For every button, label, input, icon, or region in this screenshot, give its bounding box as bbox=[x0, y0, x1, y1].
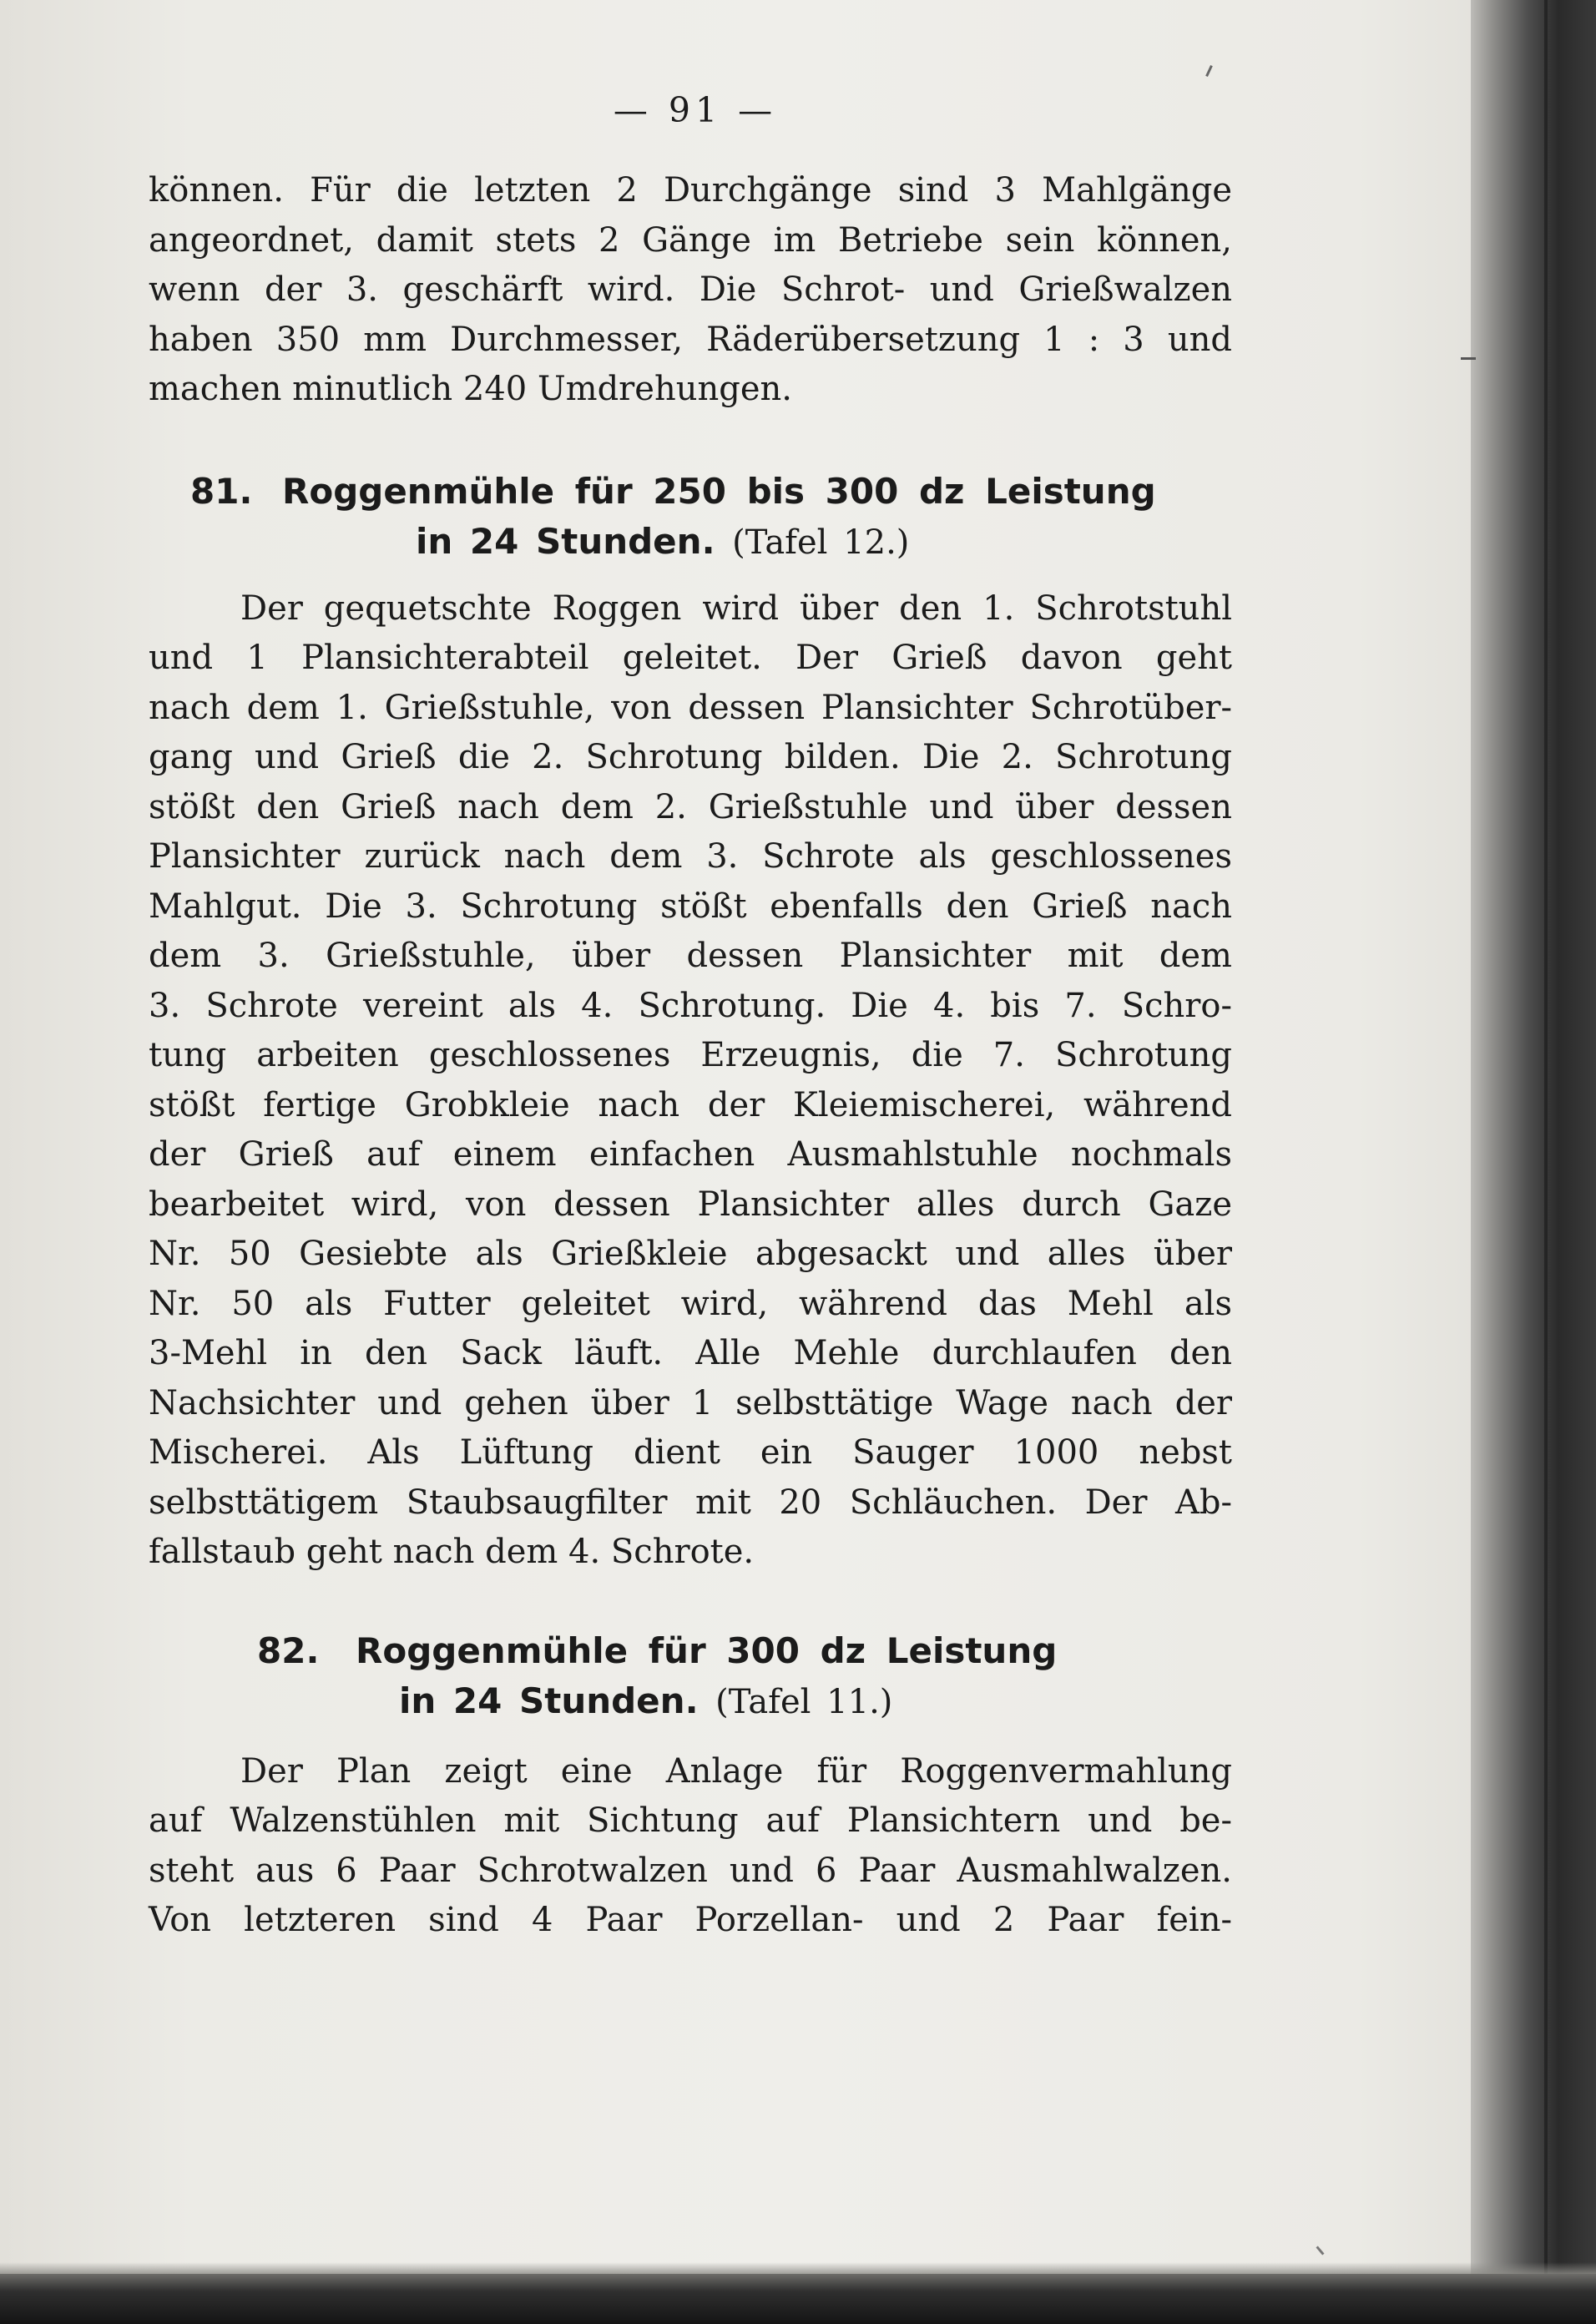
text-line: angeordnet, damit stets 2 Gänge im Betriebe sein können, bbox=[149, 220, 1232, 260]
book-spine-shadow bbox=[1471, 0, 1596, 2324]
text-line: Nr. 50 als Futter geleitet wird, während das Mehl als bbox=[149, 1284, 1232, 1323]
page-text-block bbox=[149, 90, 1232, 1946]
text-line: Der Plan zeigt eine Anlage für Roggenvermahlung bbox=[240, 1751, 1232, 1791]
section-title: Roggenmühle für 300 dz Leistung bbox=[356, 1629, 1058, 1671]
text-line: fallstaub geht nach dem 4. Schrote. bbox=[149, 1533, 755, 1572]
plate-reference: (Tafel 11.) bbox=[715, 1682, 893, 1721]
page-bottom-shadow bbox=[0, 2262, 1596, 2274]
speck-mark bbox=[1205, 65, 1213, 77]
page-number: — 91 — bbox=[613, 90, 778, 130]
section-82-heading bbox=[149, 1626, 1232, 1676]
text-line: machen minutlich 240 Umdrehungen. bbox=[149, 370, 793, 409]
text-line: nach dem 1. Grießstuhle, von dessen Plansichter Schrotüber- bbox=[149, 688, 1232, 727]
section-title-continued: in 24 Stunden. bbox=[416, 520, 715, 562]
section-81-paragraph bbox=[149, 584, 1232, 1578]
text-line: Mahlgut. Die 3. Schrotung stößt ebenfalls den Grieß nach bbox=[149, 887, 1232, 926]
section-81-heading-line2 bbox=[149, 517, 1232, 568]
text-line: Von letzteren sind 4 Paar Porzellan- und 2 Paar fein- bbox=[149, 1901, 1232, 1940]
text-line: Der gequetschte Roggen wird über den 1. Schrotstuhl bbox=[240, 589, 1232, 628]
section-81-heading bbox=[149, 467, 1232, 517]
book-spine-edge bbox=[1544, 0, 1548, 2324]
text-line: stößt fertige Grobkleie nach der Kleiemischerei, während bbox=[149, 1085, 1232, 1124]
text-line: Plansichter zurück nach dem 3. Schrote als geschlossenes bbox=[149, 837, 1232, 877]
margin-mark bbox=[1461, 357, 1476, 360]
section-number: 82. bbox=[257, 1629, 320, 1671]
scan-bottom-border bbox=[0, 2274, 1596, 2324]
text-line: können. Für die letzten 2 Durchgänge sind 3 Mahlgänge bbox=[149, 171, 1232, 210]
text-line: gang und Grieß die 2. Schrotung bilden. Die 2. Schrotung bbox=[149, 738, 1232, 777]
text-line: auf Walzenstühlen mit Sichtung auf Plansichtern und be- bbox=[149, 1801, 1232, 1841]
text-line: selbsttätigem Staubsaugfilter mit 20 Schläuchen. Der Ab- bbox=[149, 1483, 1232, 1522]
section-82-heading-line2 bbox=[149, 1676, 1232, 1727]
intro-paragraph bbox=[149, 166, 1232, 415]
text-line: haben 350 mm Durchmesser, Räderübersetzung 1 : 3 und bbox=[149, 320, 1232, 359]
section-82-paragraph bbox=[149, 1747, 1232, 1946]
text-line: tung arbeiten geschlossenes Erzeugnis, die 7. Schrotung bbox=[149, 1036, 1232, 1075]
text-line: wenn der 3. geschärft wird. Die Schrot- und Grießwalzen bbox=[149, 270, 1232, 310]
text-line: Nachsichter und gehen über 1 selbsttätige Wage nach der bbox=[149, 1383, 1232, 1422]
section-title: Roggenmühle für 250 bis 300 dz Leistung bbox=[282, 470, 1156, 512]
text-line: Mischerei. Als Lüftung dient ein Sauger 1000 nebst bbox=[149, 1433, 1232, 1473]
speck-mark bbox=[1316, 2246, 1324, 2255]
text-line: 3-Mehl in den Sack läuft. Alle Mehle durchlaufen den bbox=[149, 1334, 1232, 1373]
section-title-continued: in 24 Stunden. bbox=[399, 1680, 699, 1721]
text-line: bearbeitet wird, von dessen Plansichter alles durch Gaze bbox=[149, 1185, 1232, 1224]
text-line: der Grieß auf einem einfachen Ausmahlstuhle nochmals bbox=[149, 1135, 1232, 1175]
text-line: stößt den Grieß nach dem 2. Grießstuhle und über dessen bbox=[149, 787, 1232, 826]
text-line: dem 3. Grießstuhle, über dessen Plansichter mit dem bbox=[149, 937, 1232, 976]
text-line: steht aus 6 Paar Schrotwalzen und 6 Paar Ausmahlwalzen. bbox=[149, 1851, 1232, 1890]
plate-reference: (Tafel 12.) bbox=[732, 523, 910, 562]
text-line: Nr. 50 Gesiebte als Grießkleie abgesackt und alles über bbox=[149, 1235, 1232, 1274]
text-line: 3. Schrote vereint als 4. Schrotung. Die 4. bis 7. Schro- bbox=[149, 986, 1232, 1025]
section-number: 81. bbox=[190, 470, 253, 512]
text-line: und 1 Plansichterabteil geleitet. Der Grieß davon geht bbox=[149, 639, 1232, 678]
